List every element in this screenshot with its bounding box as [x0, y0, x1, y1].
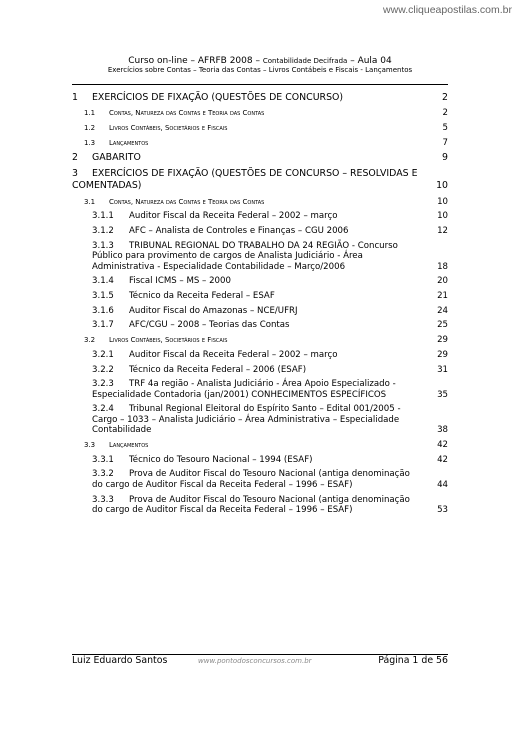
toc-entry-title: TRIBUNAL REGIONAL DO TRABALHO DA 24 REGIÃO - Concurso Público para provimento de cargos de Analista Judiciário - Área Administrativa - Especialidade Contabilidade – Março/2006: [92, 240, 398, 272]
toc-entry[interactable]: [72, 197, 448, 208]
toc-entry-page: 5: [442, 122, 448, 133]
toc-entry-page: 29: [437, 335, 448, 346]
toc-entry-title: Livros Contábeis, Societários e Fiscais: [109, 336, 228, 345]
footer-site[interactable]: www.pontodosconcursos.com.br: [198, 657, 312, 665]
toc-entry[interactable]: [72, 320, 448, 331]
header-lesson: – Aula 04: [350, 56, 392, 66]
toc-entry-title: AFC – Analista de Controles e Finanças – CGU 2006: [129, 226, 349, 236]
toc-entry[interactable]: [72, 440, 448, 451]
toc-entry[interactable]: [72, 404, 448, 436]
toc-entry-title: Técnico do Tesouro Nacional – 1994 (ESAF): [129, 454, 313, 465]
toc-entry-number: 3.1.7: [92, 320, 114, 331]
toc-entry-number: 3.3.1: [92, 454, 114, 465]
toc-entry-number: 3.3.2: [92, 469, 114, 480]
toc-entry[interactable]: [72, 168, 448, 192]
toc-entry-title: Prova de Auditor Fiscal do Tesouro Nacional (antiga denominação do cargo de Auditor Fiscal da Receita Federal – 1996 – ESAF): [92, 494, 410, 516]
toc-entry-title: Fiscal ICMS – MS – 2000: [129, 276, 231, 287]
toc-entry-page: 2: [442, 92, 448, 103]
toc-entry-page: 35: [437, 389, 448, 400]
toc-entry-page: 18: [437, 261, 448, 272]
toc-entry-title: Contas, Natureza das Contas e Teoria das Contas: [109, 109, 265, 118]
toc-entry-page: 24: [437, 305, 448, 316]
toc-entry-number: 3.2.1: [92, 349, 114, 360]
toc-entry-number: 3.1.3: [92, 240, 114, 251]
toc-entry-page: 9: [442, 152, 448, 164]
toc-entry-number: 3.2: [84, 336, 96, 345]
toc-entry-title: Lançamentos: [109, 138, 149, 147]
toc-entry-title: Auditor Fiscal da Receita Federal – 2002 – março: [129, 211, 338, 222]
toc-entry-page: 44: [437, 479, 448, 490]
toc-entry-number: 3.1.5: [92, 291, 114, 302]
toc-entry-page: 20: [437, 276, 448, 287]
toc-entry[interactable]: [72, 379, 448, 400]
toc-entry-number: 3.1.4: [92, 276, 114, 287]
toc-entry-number: 1: [72, 92, 78, 103]
toc-entry[interactable]: [72, 291, 448, 302]
toc-entry[interactable]: [72, 276, 448, 287]
toc-entry-title: Livros Contábeis, Societários e Fiscais: [109, 123, 228, 132]
toc-entry-page: 10: [437, 196, 448, 207]
toc-entry[interactable]: [72, 138, 448, 149]
toc-entry-page: 53: [437, 505, 448, 516]
toc-entry-number: 3.3.3: [92, 494, 114, 505]
toc-entry-number: 3: [72, 168, 78, 180]
toc-entry[interactable]: [72, 152, 448, 164]
toc-entry[interactable]: [72, 108, 448, 119]
header-title: [72, 56, 448, 66]
toc-entry-title: Auditor Fiscal do Amazonas – NCE/UFRJ: [129, 305, 298, 316]
footer-author: Luiz Eduardo Santos: [72, 655, 168, 666]
toc-entry[interactable]: [72, 455, 448, 466]
toc-entry-title: AFC/CGU – 2008 – Teorias das Contas: [129, 320, 290, 331]
toc-entry-title: Técnico da Receita Federal – ESAF: [129, 291, 275, 302]
toc-entry-page: 10: [436, 180, 448, 192]
toc-entry-title: EXERCÍCIOS DE FIXAÇÃO (QUESTÕES DE CONCURSO – RESOLVIDAS E COMENTADAS): [72, 168, 418, 192]
toc-entry-title: Tribunal Regional Eleitoral do Espírito Santo – Edital 001/2005 - Cargo – 1033 – Analista Judiciário – Área Administrativa – Especialidade Contabilidade: [92, 404, 401, 436]
watermark-url[interactable]: www.cliqueapostilas.com.br: [383, 4, 512, 16]
toc-entry[interactable]: [72, 335, 448, 346]
toc-entry[interactable]: [72, 92, 448, 104]
toc-entry-number: 1.2: [84, 123, 96, 132]
toc-entry-page: 10: [437, 211, 448, 222]
toc-entry-number: 1.3: [84, 138, 96, 147]
toc-entry[interactable]: [72, 495, 448, 516]
toc-entry-title: EXERCÍCIOS DE FIXAÇÃO (QUESTÕES DE CONCURSO): [92, 92, 344, 103]
toc-entry-number: 3.2.4: [92, 404, 114, 415]
toc-entry[interactable]: [72, 306, 448, 317]
toc-entry-number: 3.3: [84, 441, 96, 450]
toc-entry-page: 2: [442, 108, 448, 119]
toc-entry-title: Contas, Natureza das Contas e Teoria das Contas: [109, 197, 265, 206]
toc-entry[interactable]: [72, 241, 448, 273]
header-course: Curso on-line – AFRFB 2008 –: [128, 56, 260, 66]
toc-entry-title: GABARITO: [92, 152, 141, 164]
toc-entry-title: Prova de Auditor Fiscal do Tesouro Nacional (antiga denominação do cargo de Auditor Fiscal da Receita Federal – 1996 – ESAF): [92, 469, 410, 490]
toc-entry-number: 1.1: [84, 109, 96, 118]
toc-entry-page: 25: [437, 320, 448, 331]
toc-entry-number: 3.1.6: [92, 305, 114, 316]
document-header: [72, 56, 448, 74]
toc-entry-page: 42: [437, 454, 448, 465]
toc-entry-page: 12: [437, 226, 448, 236]
table-of-contents: [72, 92, 448, 520]
toc-entry-page: 31: [437, 364, 448, 375]
toc-entry-page: 42: [437, 440, 448, 451]
header-subject: Contabilidade Decifrada: [262, 57, 348, 65]
toc-entry[interactable]: [72, 469, 448, 490]
toc-entry-title: Técnico da Receita Federal – 2006 (ESAF): [129, 364, 307, 375]
toc-entry-title: Lançamentos: [109, 441, 149, 450]
toc-entry[interactable]: [72, 350, 448, 361]
toc-entry[interactable]: [72, 123, 448, 134]
toc-entry-number: 3.2.3: [92, 379, 114, 390]
toc-entry-title: Auditor Fiscal da Receita Federal – 2002 – março: [129, 349, 338, 360]
toc-entry-number: 3.1.2: [92, 226, 114, 236]
toc-entry-page: 7: [442, 137, 448, 148]
toc-entry-page: 29: [437, 349, 448, 360]
toc-entry-number: 2: [72, 152, 78, 164]
toc-entry[interactable]: [72, 365, 448, 376]
header-rule: [72, 84, 448, 85]
footer-page-info: Página 1 de 56: [378, 655, 448, 666]
toc-entry-page: 38: [437, 425, 448, 436]
toc-entry[interactable]: [72, 211, 448, 222]
toc-entry-number: 3.2.2: [92, 364, 114, 375]
header-subtitle: Exercícios sobre Contas – Teoria das Contas – Livros Contábeis e Fiscais - Lançamentos: [107, 66, 413, 75]
toc-entry-number: 3.1: [84, 197, 96, 206]
toc-entry-page: 21: [437, 291, 448, 302]
toc-entry-number: 3.1.1: [92, 211, 114, 222]
document-footer: [72, 655, 448, 669]
toc-entry-title: TRF 4a região - Analista Judiciário - Área Apoio Especializado - Especialidade Contadoria (jan/2001) CONHECIMENTOS ESPECÍFICOS: [92, 379, 396, 400]
toc-entry[interactable]: [72, 226, 448, 237]
